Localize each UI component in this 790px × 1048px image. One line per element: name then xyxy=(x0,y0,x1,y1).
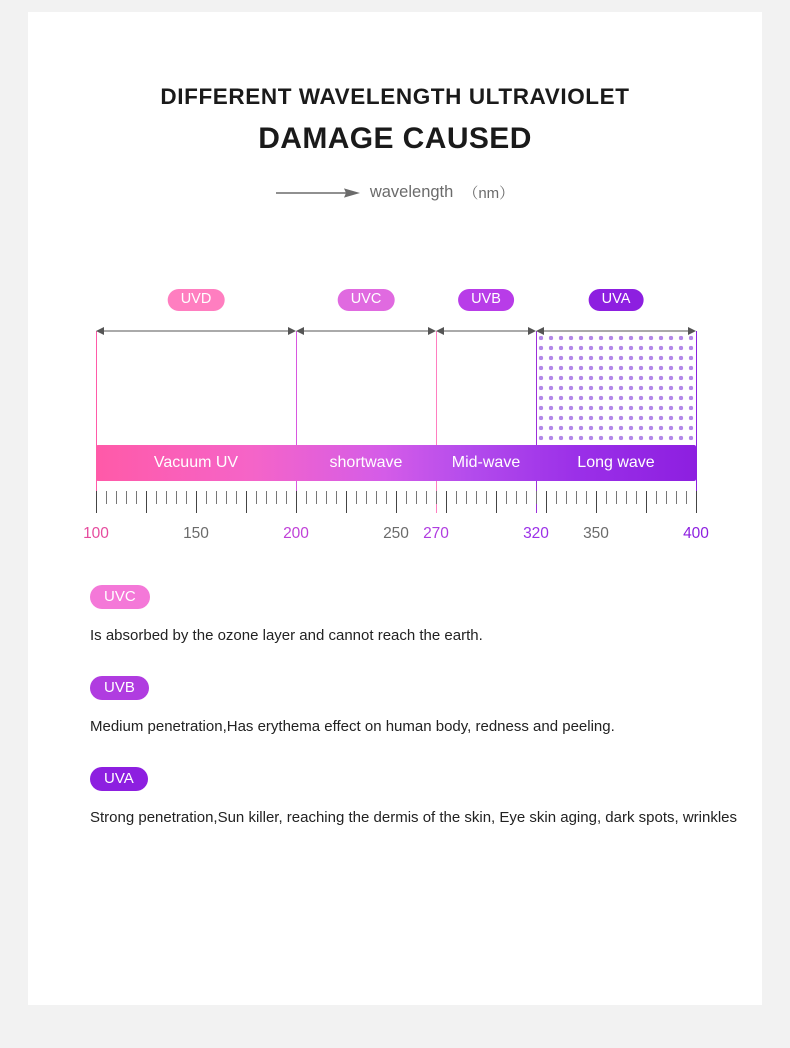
ruler-tick xyxy=(696,491,697,513)
ruler-tick xyxy=(336,491,337,504)
status-badge-uvc: UVC xyxy=(90,585,150,609)
ruler-tick xyxy=(586,491,587,504)
ruler-tick xyxy=(386,491,387,504)
ruler-tick xyxy=(596,491,597,513)
ruler-tick xyxy=(116,491,117,504)
spectrum-segment-uvc: shortwave xyxy=(329,454,403,471)
ruler-tick xyxy=(376,491,377,504)
note-uva xyxy=(90,767,762,832)
status-badge-uva: UVA xyxy=(90,767,148,791)
ruler-tick xyxy=(546,491,547,513)
range-arrow-UVD xyxy=(96,325,296,337)
ruler-tick xyxy=(666,491,667,504)
range-arrow-UVA xyxy=(536,325,696,337)
ruler-tick xyxy=(186,491,187,504)
ruler-tick xyxy=(136,491,137,504)
band-pill-uvd: UVD xyxy=(168,289,225,311)
ruler-tick xyxy=(536,491,537,504)
axis-tick-label-250: 250 xyxy=(383,525,409,542)
ruler-tick xyxy=(166,491,167,504)
page-title-line2: DAMAGE CAUSED xyxy=(258,122,532,155)
ruler-tick xyxy=(526,491,527,504)
arrow-right-icon xyxy=(276,187,360,199)
subtitle-row xyxy=(28,182,762,203)
ruler-tick xyxy=(146,491,147,513)
ruler-tick xyxy=(656,491,657,504)
ruler-tick xyxy=(366,491,367,504)
ruler-tick xyxy=(516,491,517,504)
ruler-tick xyxy=(206,491,207,504)
axis-tick-label-150: 150 xyxy=(183,525,209,542)
ruler-tick xyxy=(296,491,297,513)
ruler-tick xyxy=(626,491,627,504)
note-text-uvb: Medium penetration,Has erythema effect on human body, redness and peeling. xyxy=(90,717,615,735)
ruler-tick xyxy=(406,491,407,504)
uva-dotted-region xyxy=(536,333,697,445)
band-divider-270 xyxy=(436,331,437,513)
subtitle-label: wavelength xyxy=(369,183,454,201)
ruler-tick xyxy=(286,491,287,504)
ruler-tick xyxy=(276,491,277,504)
ruler-tick xyxy=(456,491,457,504)
ruler-tick xyxy=(676,491,677,504)
band-pill-uvb: UVB xyxy=(458,289,514,311)
ruler-tick xyxy=(646,491,647,513)
ruler-tick xyxy=(446,491,447,513)
ruler-tick xyxy=(346,491,347,513)
ruler-tick xyxy=(256,491,257,504)
spectrum-bar xyxy=(96,445,696,481)
ruler-tick xyxy=(476,491,477,504)
note-uvb xyxy=(90,676,762,741)
ruler-tick xyxy=(556,491,557,504)
ruler-tick xyxy=(466,491,467,504)
ruler-tick xyxy=(616,491,617,504)
range-arrow-UVB xyxy=(436,325,536,337)
band-pill-uva: UVA xyxy=(589,289,644,311)
page-title-line1: DIFFERENT WAVELENGTH ULTRAVIOLET xyxy=(160,84,630,109)
uv-spectrum-chart xyxy=(28,263,762,543)
ruler-tick xyxy=(636,491,637,504)
ruler-tick xyxy=(416,491,417,504)
range-arrow-UVC xyxy=(296,325,436,337)
note-uvc xyxy=(90,585,762,650)
band-pill-uvc: UVC xyxy=(338,289,395,311)
ruler-tick xyxy=(316,491,317,504)
spectrum-segment-uva: Long wave xyxy=(577,454,655,471)
ruler-tick xyxy=(126,491,127,504)
band-divider-400 xyxy=(696,331,697,513)
ruler-tick xyxy=(216,491,217,504)
ruler-tick xyxy=(506,491,507,504)
axis-tick-label-100: 100 xyxy=(83,525,109,542)
ruler-tick xyxy=(226,491,227,504)
ruler-tick xyxy=(486,491,487,504)
title-block xyxy=(28,12,762,156)
ruler-tick xyxy=(566,491,567,504)
band-divider-320 xyxy=(536,331,537,513)
note-text-uva: Strong penetration,Sun killer, reaching the dermis of the skin, Eye skin aging, dark spots, wrinkles xyxy=(90,808,737,826)
axis-tick-label-320: 320 xyxy=(523,525,549,542)
spectrum-segment-uvb: Mid-wave xyxy=(451,454,521,471)
ruler-tick xyxy=(96,491,97,513)
ruler-tick xyxy=(686,491,687,504)
ruler-tick xyxy=(396,491,397,513)
axis-tick-label-200: 200 xyxy=(283,525,309,542)
ruler-tick xyxy=(576,491,577,504)
ruler-tick xyxy=(606,491,607,504)
axis-tick-label-350: 350 xyxy=(583,525,609,542)
ruler-tick xyxy=(326,491,327,504)
poster-card xyxy=(28,12,762,1005)
band-divider-100 xyxy=(96,331,97,513)
notes-section xyxy=(28,585,762,831)
subtitle-unit: （nm） xyxy=(463,185,515,202)
ruler-tick xyxy=(496,491,497,513)
ruler-tick xyxy=(266,491,267,504)
ruler-tick xyxy=(106,491,107,504)
ruler-tick xyxy=(426,491,427,504)
ruler-tick xyxy=(306,491,307,504)
ruler-tick xyxy=(236,491,237,504)
note-text-uvc: Is absorbed by the ozone layer and cannot reach the earth. xyxy=(90,627,483,644)
ruler-tick xyxy=(176,491,177,504)
ruler-tick xyxy=(356,491,357,504)
axis-tick-label-400: 400 xyxy=(683,525,709,542)
axis-tick-label-270: 270 xyxy=(423,525,449,542)
ruler-tick xyxy=(246,491,247,513)
ruler-tick xyxy=(196,491,197,513)
band-divider-200 xyxy=(296,331,297,513)
status-badge-uvb: UVB xyxy=(90,676,149,700)
ruler-tick xyxy=(156,491,157,504)
ruler-tick xyxy=(436,491,437,504)
spectrum-segment-uvd: Vacuum UV xyxy=(153,454,239,471)
